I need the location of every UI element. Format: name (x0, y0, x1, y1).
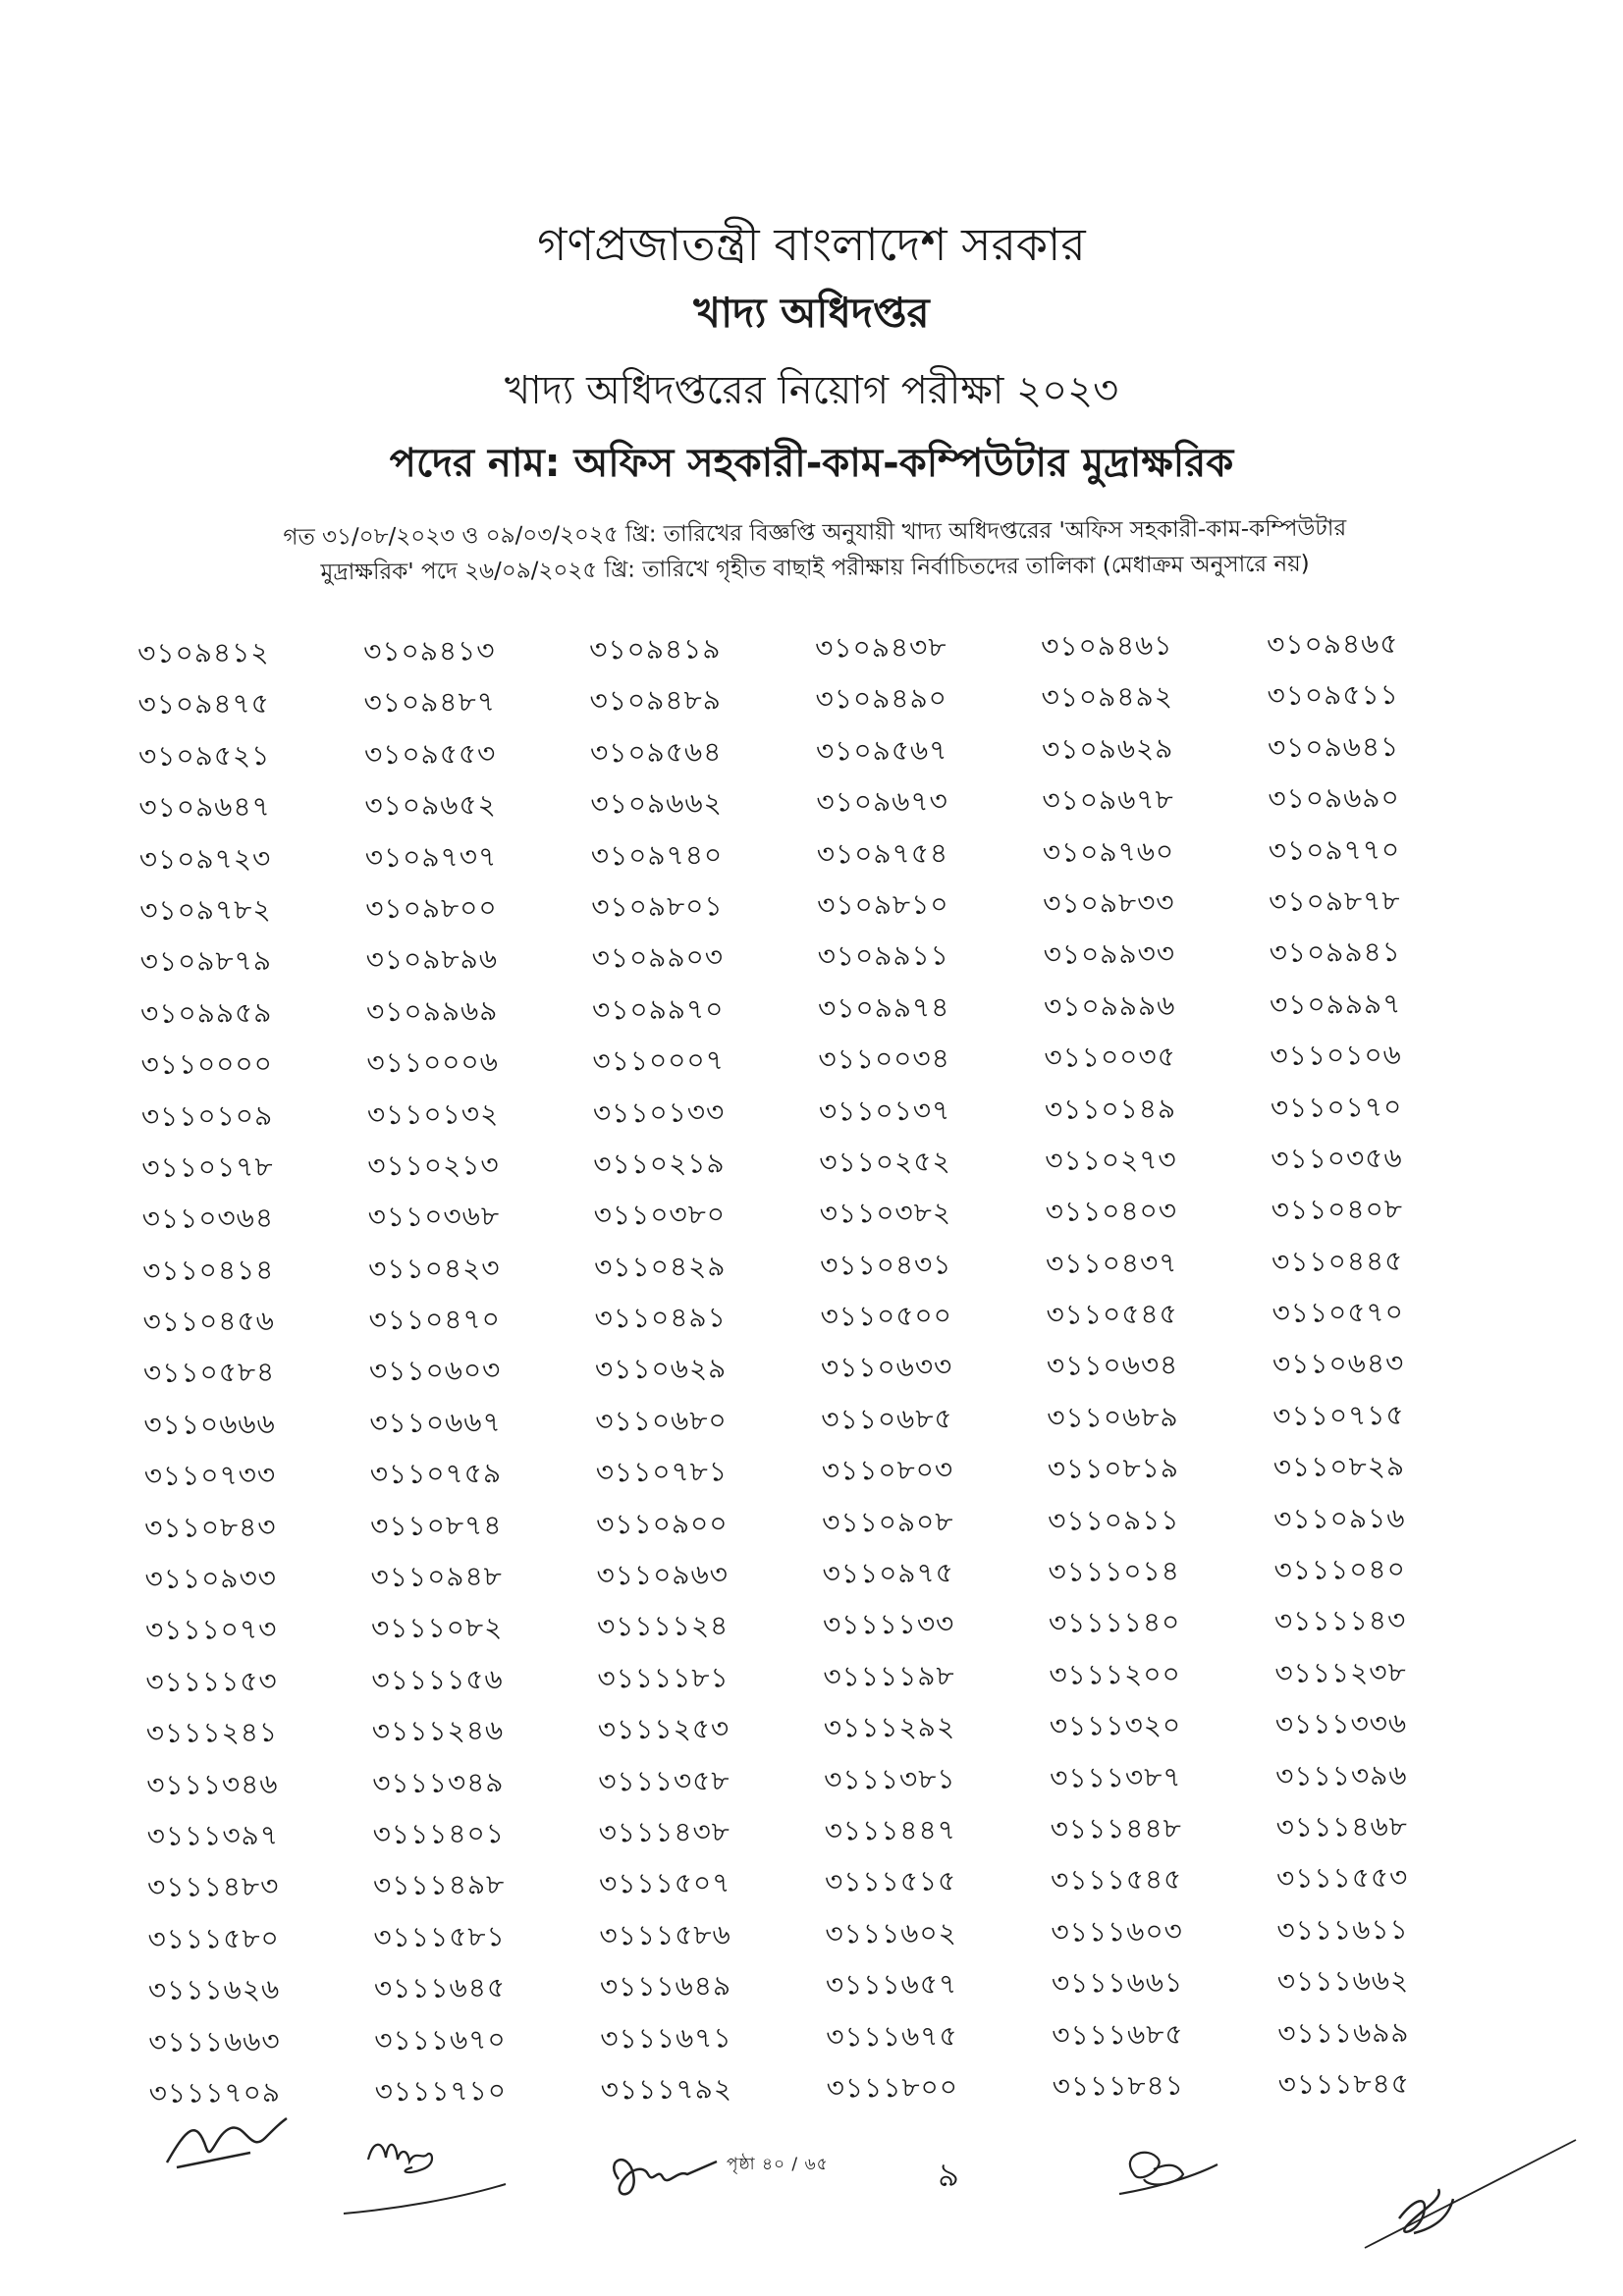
roll-number-cell: ৩১০৯৫১১ (1267, 678, 1399, 713)
roll-number-cell: ৩১১১৬৬১ (1051, 1965, 1184, 2000)
roll-number-cell: ৩১১১৪৮৩ (146, 1870, 280, 1904)
roll-number-cell: ৩১১০৩৬৪ (141, 1201, 275, 1236)
roll-number-cell: ৩১১০১৩৩ (592, 1095, 726, 1129)
roll-number-cell: ৩১১১২৯২ (823, 1710, 956, 1744)
roll-number-cell: ৩১১১৩২০ (1049, 1708, 1182, 1742)
roll-number-cell: ৩১১১৭০৯ (148, 2075, 282, 2109)
roll-number-cell: ৩১০৯৪১২ (137, 635, 270, 669)
roll-number-cell: ৩১১০২১৯ (593, 1147, 726, 1181)
roll-number-cell: ৩১০৯৫৫৩ (363, 736, 497, 771)
roll-number-cell: ৩১০৯৮১০ (817, 887, 949, 922)
roll-number-cell: ৩১০৯৯১১ (817, 938, 950, 973)
roll-number-cell: ৩১১১৮৪৫ (1277, 2066, 1411, 2101)
roll-number-cell: ৩১১১৬৬২ (1276, 1964, 1410, 1999)
roll-number-cell: ৩১১০৪০৩ (1045, 1194, 1178, 1229)
exam-title: খাদ্য অধিদপ্তরের নিয়োগ পরীক্ষা ২০২৩ (504, 368, 1119, 413)
roll-number-cell: ৩১১০৩৮২ (819, 1196, 952, 1230)
roll-number-cell: ৩১১০৪৯১ (594, 1301, 727, 1335)
roll-number-cell: ৩১১১৪৬৮ (1275, 1809, 1409, 1843)
roll-number-cell: ৩১০৯৬৪৭ (138, 790, 271, 825)
roll-number-cell: ৩১০৯৪৩৮ (815, 630, 947, 665)
roll-number-cell: ৩১১১২৩৮ (1274, 1655, 1407, 1689)
document-header (0, 216, 1623, 491)
roll-number-cell: ৩১১১৬৯৯ (1277, 2015, 1410, 2050)
roll-number-cell: ৩১০৯৪৮৯ (589, 683, 722, 718)
roll-number-cell: ৩১১১৬৭১ (600, 2020, 732, 2055)
roll-number-cell: ৩১১১৭৯২ (600, 2072, 733, 2107)
roll-number-cell: ৩১১০৩৫৬ (1271, 1141, 1403, 1175)
roll-number-cell: ৩১০৯৬২৯ (1041, 731, 1174, 766)
roll-number-cell: ৩১১১৬৭০ (374, 2022, 507, 2056)
page-number: পৃষ্ঠা ৪০ / ৬৫ (727, 2155, 829, 2174)
roll-number-cell: ৩১১১৬৬৩ (148, 2024, 281, 2058)
roll-number-cell: ৩১১০১৭০ (1270, 1090, 1403, 1124)
roll-number-cell: ৩১১১৬৪৫ (373, 1971, 507, 2005)
roll-number-cell: ৩১০৯৪৬৫ (1267, 626, 1399, 661)
roll-number-cell: ৩১১১১৯৮ (823, 1659, 955, 1693)
roll-number-cell: ৩১১০৮০৩ (821, 1453, 954, 1487)
roll-number-cell: ৩১০৯৭২৩ (138, 841, 272, 876)
roll-number-cell: ৩১১০৬৬৬ (143, 1407, 276, 1441)
roll-number-cell: ৩১১০৫০০ (820, 1299, 952, 1333)
roll-number-cell: ৩১১০২৭৩ (1045, 1143, 1177, 1177)
roll-number-cell: ৩১১০৭১৫ (1272, 1398, 1405, 1432)
roll-number-cell: ৩১১০৬৩৩ (820, 1350, 953, 1385)
roll-number-cell: ৩১১১৪৯৮ (372, 1868, 506, 1902)
roll-number-cell: ৩১১০২১৩ (367, 1148, 500, 1183)
signature-3-icon (599, 2140, 727, 2209)
roll-number-cell: ৩১১১৫৮৬ (599, 1918, 731, 1952)
roll-number-cell: ৩১১০৪৭০ (368, 1303, 502, 1337)
roll-number-cell: ৩১১১৫৮০ (147, 1921, 280, 1955)
roll-number-cell: ৩১১০৫৭০ (1271, 1295, 1404, 1330)
roll-number-cell: ৩১০৯৪৯২ (1041, 680, 1174, 715)
roll-number-cell: ৩১১১৩৯৬ (1275, 1758, 1408, 1792)
roll-number-cell: ৩১১১৪৪৭ (824, 1813, 957, 1847)
government-title: গণপ্রজাতন্ত্রী বাংলাদেশ সরকার (537, 218, 1086, 271)
roll-number-cell: ৩১০৯৮০০ (365, 891, 498, 926)
roll-number-cell: ৩১১০৯৩৩ (144, 1561, 278, 1596)
roll-number-cell: ৩১১০০০৭ (592, 1043, 725, 1078)
signature-5-icon (1355, 2101, 1591, 2258)
roll-number-cell: ৩১১০৬৪৩ (1271, 1347, 1405, 1381)
roll-number-cell: ৩১০৯৬৫২ (364, 788, 497, 823)
signature-1-icon (157, 2109, 295, 2177)
roll-number-cell: ৩১১০৩৮০ (593, 1198, 727, 1232)
roll-number-cell: ৩১০৯৯৭০ (591, 992, 725, 1027)
roll-number-cell: ৩১১০১০৬ (1270, 1039, 1402, 1073)
roll-number-cell: ৩১০৯৯৯৬ (1043, 988, 1176, 1023)
roll-number-cell: ৩১০৯৫৬৪ (589, 735, 723, 770)
roll-number-cell: ৩১১০৬৩৪ (1046, 1349, 1179, 1383)
roll-number-cell: ৩১১১২০০ (1049, 1657, 1181, 1691)
roll-number-cell: ৩১১০৮১৯ (1047, 1451, 1180, 1485)
roll-number-cell: ৩১১১১৩৩ (822, 1607, 955, 1641)
roll-number-cell: ৩১১১৬৮৫ (1052, 2017, 1184, 2052)
roll-number-cell: ৩১১১৮০০ (826, 2070, 959, 2105)
roll-number-cell: ৩১১০৫৪৫ (1046, 1297, 1178, 1331)
post-name: পদের নাম: অফিস সহকারী-কাম-কম্পিউটার মুদ্রাক্ষরিক (389, 441, 1234, 486)
roll-number-cell: ৩১০৯৪১৩ (363, 634, 496, 668)
roll-number-cell: ৩১০৯৪৬১ (1041, 628, 1173, 663)
roll-number-cell: ৩১১০১০৯ (140, 1098, 274, 1133)
roll-number-cell: ৩১১০১৩৭ (818, 1094, 951, 1128)
roll-number-cell: ৩১১১৫৮১ (373, 1919, 506, 1953)
roll-number-cell: ৩১১০৬৮০ (595, 1404, 728, 1438)
roll-number-cell: ৩১০৯৭৮২ (139, 892, 272, 927)
roll-number-cell: ৩১১০৪০৮ (1271, 1193, 1404, 1227)
roll-number-cell: ৩১১১৫৪৫ (1050, 1863, 1183, 1897)
roll-number-cell: ৩১১০৮২৯ (1272, 1450, 1406, 1484)
roll-number-cell: ৩১০৯৮৭৯ (139, 944, 273, 979)
roll-number-cell: ৩১১১৬২৬ (147, 1973, 281, 2007)
roll-number-cell: ৩১১০৯১৬ (1273, 1501, 1406, 1535)
roll-number-cell: ৩১০৯৭৪০ (590, 837, 724, 872)
roll-number-cell: ৩১০৯৯৬৯ (365, 993, 499, 1028)
roll-number-cell: ৩১১০৪২৯ (593, 1250, 727, 1284)
roll-number-cell: ৩১১০২৫২ (819, 1145, 951, 1179)
roll-number-cell: ৩১১১১৫৬ (371, 1662, 504, 1696)
roll-number-cell: ৩১০৯৪৮৭ (363, 685, 497, 720)
roll-number-cell: ৩১১১৩৪৯ (372, 1765, 505, 1799)
roll-number-cell: ৩১১০৯৭৫ (822, 1556, 955, 1590)
signature-2-icon (339, 2120, 515, 2228)
roll-number-cell: ৩১১১৬১১ (1276, 1912, 1409, 1947)
roll-number-cell: ৩১১১১৫৩ (145, 1664, 278, 1698)
roll-number-cell: ৩১১১০৪০ (1273, 1552, 1406, 1586)
notice-line-1: গত ৩১/০৮/২০২৩ ও ০৯/০৩/২০২৫ খ্রি: তারিখের বিজ্ঞপ্তি অনুযায়ী খাদ্য অধিদপ্তরের 'অফিস সহকারী-কাম-কম্পিউটার (283, 515, 1347, 551)
roll-number-cell: ৩১০৯৮০১ (591, 889, 724, 924)
roll-number-cell: ৩১১০৯৪৮ (370, 1560, 503, 1594)
roll-number-cell: ৩১১১৮৪১ (1052, 2068, 1185, 2103)
handwritten-mark: ৯ (938, 2156, 960, 2195)
roll-number-cell: ৩১১০৭৩৩ (143, 1459, 277, 1493)
roll-number-cell: ৩১১১৭১০ (374, 2074, 508, 2109)
roll-number-cell: ৩১০৯৭৭০ (1268, 832, 1401, 867)
roll-number-cell: ৩১০৯৮৭৮ (1269, 883, 1401, 918)
roll-number-cell: ৩১১১০১৪ (1048, 1554, 1180, 1588)
signature-4-icon (1109, 2135, 1227, 2214)
roll-number-cell: ৩১১০০০০ (140, 1047, 273, 1082)
roll-number-cell: ৩১১০৯৬৩ (596, 1558, 730, 1592)
roll-number-cell: ৩১১১০৮২ (370, 1611, 504, 1645)
roll-number-cell: ৩১১০৯০০ (596, 1506, 729, 1540)
roll-number-cell: ৩১১১৪৪৮ (1050, 1811, 1182, 1845)
notice-line-2: মুদ্রাক্ষরিক' পদে ২৬/০৯/২০২৫ খ্রি: তারিখে গৃহীত বাছাই পরীক্ষায় নির্বাচিতদের তালিকা (মেধাক্রম অনুসারে নয়) (320, 551, 1310, 586)
roll-number-cell: ৩১০৯৮৩৩ (1043, 885, 1175, 920)
roll-number-cell: ৩১১০৬৮৫ (821, 1402, 953, 1436)
roll-number-cell: ৩১১১৬৭৫ (826, 2019, 958, 2054)
roll-number-cell: ৩১১১৫১৫ (824, 1864, 957, 1898)
roll-number-cell: ৩১০৯৮৯৬ (365, 942, 499, 977)
roll-number-cell: ৩১০৯৪৭৫ (137, 687, 271, 721)
roll-number-cell: ৩১১০১৩২ (366, 1096, 500, 1131)
roll-number-cell: ৩১১১৩৫৮ (598, 1763, 730, 1797)
roll-number-cell: ৩১১০৬৮৯ (1047, 1400, 1179, 1434)
roll-number-cell: ৩১১১৩৮১ (824, 1762, 956, 1796)
roll-number-cell: ৩১১১০৭৩ (144, 1613, 278, 1647)
roll-number-cell: ৩১১০৬২৯ (594, 1352, 728, 1386)
roll-number-cell: ৩১১১৩৪৬ (146, 1767, 279, 1801)
roll-number-cell: ৩১০৯৯৫৯ (139, 995, 273, 1030)
roll-number-cell: ৩১০৯৭৬০ (1042, 834, 1175, 869)
roll-number-cell: ৩১১০৮৭৪ (370, 1508, 503, 1542)
roll-number-cell: ৩১০৯৬৪১ (1267, 729, 1400, 764)
roll-number-cell: ৩১০৯৪১৯ (589, 632, 722, 667)
roll-number-cell: ৩১০৯৬৭৮ (1042, 782, 1174, 817)
roll-number-cell: ৩১০৯৯৭৪ (817, 990, 950, 1025)
roll-number-cell: ৩১১১৬৪৯ (599, 1969, 732, 2003)
roll-number-cell: ৩১১১৪৩৮ (598, 1815, 731, 1849)
roll-number-cell: ৩১১০০৩৪ (818, 1041, 950, 1076)
roll-number-cell: ৩১০৯৬৭৩ (816, 784, 948, 819)
roll-number-cell: ৩১১০৯০৮ (822, 1505, 954, 1539)
roll-number-cell: ৩১০৯৯৪১ (1269, 935, 1402, 970)
roll-number-cell: ৩১১০০৩৫ (1044, 1040, 1176, 1074)
roll-number-cell: ৩১১১১৪৩ (1273, 1604, 1407, 1638)
notice-text (157, 509, 1474, 592)
roll-number-cell: ৩১১০৪৫৬ (142, 1305, 275, 1339)
roll-number-cell: ৩১০৯৫২১ (137, 738, 271, 773)
roll-number-cell: ৩১১০৬০৩ (368, 1354, 502, 1388)
roll-number-cell: ৩১১১১২৪ (596, 1609, 730, 1643)
roll-number-cell: ৩১১১৬০৩ (1051, 1914, 1183, 1949)
roll-number-cell: ৩১১১৫০৭ (598, 1866, 731, 1900)
roll-number-cell: ৩১১১১৮১ (597, 1661, 730, 1695)
roll-number-cell: ৩১১০০০৬ (366, 1045, 499, 1080)
roll-number-cell: ৩১১১৪০১ (372, 1817, 506, 1851)
roll-number-cell: ৩১১১৬৫৭ (825, 1967, 958, 2002)
roll-number-cell: ৩১০৯৫৬৭ (815, 733, 948, 768)
roll-number-cell: ৩১১০৭৮১ (595, 1455, 729, 1489)
roll-number-cell: ৩১০৯৬৬২ (590, 786, 723, 821)
roll-number-cell: ৩১১০৪৩৭ (1045, 1246, 1178, 1280)
roll-number-cell: ৩১০৯৭৩৭ (364, 839, 498, 874)
roll-number-cell: ৩১১১৩৮৭ (1050, 1760, 1182, 1794)
roll-number-cell: ৩১১০৪৩১ (819, 1248, 952, 1282)
roll-number-cell: ৩১০৯৯০৩ (591, 940, 725, 975)
roll-number-cell: ৩১০৯৯৩৩ (1043, 937, 1176, 972)
roll-number-cell: ৩১১০৪১৪ (142, 1253, 275, 1287)
roll-number-table (137, 617, 1504, 2119)
roll-number-cell: ৩১১১৫৫৩ (1275, 1861, 1409, 1896)
roll-number-cell: ৩১১১২৫৩ (597, 1712, 730, 1746)
roll-number-cell: ৩১০৯৬৯০ (1268, 781, 1400, 816)
roll-number-cell: ৩১০৯৯৯৭ (1269, 987, 1402, 1021)
roll-number-cell: ৩১১০৭৫৯ (369, 1457, 503, 1491)
roll-number-cell: ৩১১১৩৯৭ (146, 1818, 280, 1852)
roll-number-cell: ৩১১১১৪০ (1048, 1606, 1181, 1640)
roll-number-cell: ৩১১০৬৬৭ (369, 1405, 502, 1440)
roll-number-cell: ৩১১০৯১১ (1048, 1503, 1180, 1537)
roll-number-cell: ৩১১১৬০২ (825, 1916, 957, 1950)
roll-number-cell: ৩১১১২৪১ (145, 1716, 279, 1750)
department-title: খাদ্য অধিদপ্তর (693, 289, 930, 337)
roll-number-cell: ৩১০৯৭৫৪ (816, 836, 949, 871)
roll-number-cell: ৩১১০৪২৩ (368, 1251, 501, 1285)
roll-number-cell: ৩১১১২৪৬ (371, 1714, 505, 1748)
roll-number-cell: ৩১১০৫৮৪ (142, 1356, 276, 1390)
roll-number-cell: ৩১১০৩৬৮ (367, 1200, 501, 1234)
roll-number-cell: ৩১১০৮৪৩ (144, 1510, 277, 1544)
roll-number-cell: ৩১১১৩৩৬ (1274, 1707, 1408, 1741)
roll-number-cell: ৩১০৯৪৯০ (815, 681, 948, 716)
roll-number-cell: ৩১১০১৪৯ (1044, 1092, 1177, 1126)
roll-number-cell: ৩১১০১৭৮ (141, 1149, 274, 1184)
roll-number-cell: ৩১১০৪৪৫ (1271, 1244, 1404, 1278)
